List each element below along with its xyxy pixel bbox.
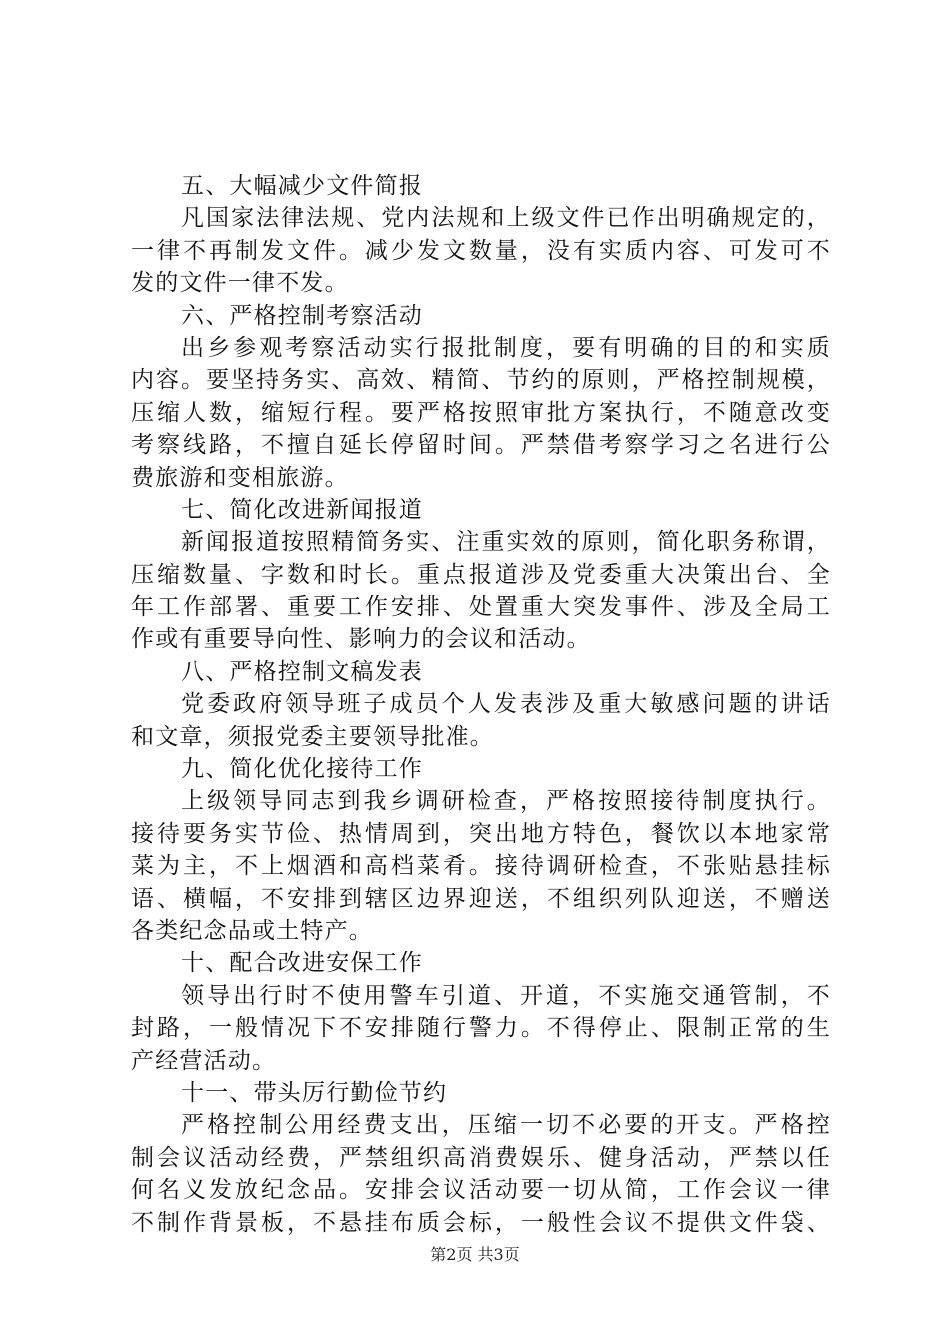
body-text-line: 领导出行时不使用警车引道、开道，不实施交通管制，不: [181, 982, 831, 1009]
document-body: [131, 170, 831, 1239]
body-text-line: 上级领导同志到我乡调研检查，严格按照接待制度执行。: [181, 788, 831, 815]
body-text-line: 不制作背景板，不悬挂布质会标，一般性会议不提供文件袋、: [131, 1209, 831, 1236]
body-text-line: 封路，一般情况下不安排随行警力。不得停止、限制正常的生: [131, 1015, 831, 1042]
body-text-line: 压缩数量、字数和时长。重点报道涉及党委重大决策出台、全: [131, 561, 831, 588]
section-heading: 八、严格控制文稿发表: [181, 658, 423, 685]
body-text-line: 费旅游和变相旅游。: [131, 464, 349, 491]
body-text-line: 产经营活动。: [131, 1047, 277, 1074]
body-text-line: 各类纪念品或土特产。: [131, 917, 373, 944]
body-text-line: 年工作部署、重要工作安排、处置重大突发事件、涉及全局工: [131, 594, 831, 621]
body-text-line: 考察线路，不擅自延长停留时间。严禁借考察学习之名进行公: [131, 432, 831, 459]
body-text-line: 严格控制公用经费支出，压缩一切不必要的开支。严格控: [181, 1112, 831, 1139]
body-text-line: 出乡参观考察活动实行报批制度，要有明确的目的和实质: [181, 334, 831, 361]
section-heading: 六、严格控制考察活动: [181, 302, 423, 329]
section-heading: 九、简化优化接待工作: [181, 756, 423, 783]
body-text-line: 菜为主，不上烟酒和高档菜肴。接待调研检查，不张贴悬挂标: [131, 853, 831, 880]
page-footer: 第2页 共3页: [430, 1245, 520, 1264]
body-text-line: 接待要务实节俭、热情周到，突出地方特色，餐饮以本地家常: [131, 820, 831, 847]
body-text-line: 发的文件一律不发。: [131, 270, 349, 297]
body-text-line: 一律不再制发文件。减少发文数量，没有实质内容、可发可不: [131, 237, 831, 264]
body-text-line: 语、横幅，不安排到辖区边界迎送，不组织列队迎送，不赠送: [131, 885, 831, 912]
section-heading: 七、简化改进新闻报道: [181, 496, 423, 523]
body-text-line: 党委政府领导班子成员个人发表涉及重大敏感问题的讲话: [181, 691, 831, 718]
section-heading: 十、配合改进安保工作: [181, 950, 423, 977]
body-text-line: 和文章，须报党委主要领导批准。: [131, 723, 494, 750]
body-text-line: 作或有重要导向性、影响力的会议和活动。: [131, 626, 591, 653]
body-text-line: 凡国家法律法规、党内法规和上级文件已作出明确规定的，: [181, 205, 831, 232]
body-text-line: 内容。要坚持务实、高效、精简、节约的原则，严格控制规模，: [131, 367, 831, 394]
body-text-line: 压缩人数，缩短行程。要严格按照审批方案执行，不随意改变: [131, 399, 831, 426]
body-text-line: 新闻报道按照精简务实、注重实效的原则，简化职务称谓，: [181, 529, 831, 556]
body-text-line: 制会议活动经费，严禁组织高消费娱乐、健身活动，严禁以任: [131, 1144, 831, 1171]
body-text-line: 何名义发放纪念品。安排会议活动要一切从简，工作会议一律: [131, 1177, 831, 1204]
section-heading: 五、大幅减少文件简报: [181, 173, 423, 199]
section-heading: 十一、带头厉行勤俭节约: [181, 1079, 448, 1106]
